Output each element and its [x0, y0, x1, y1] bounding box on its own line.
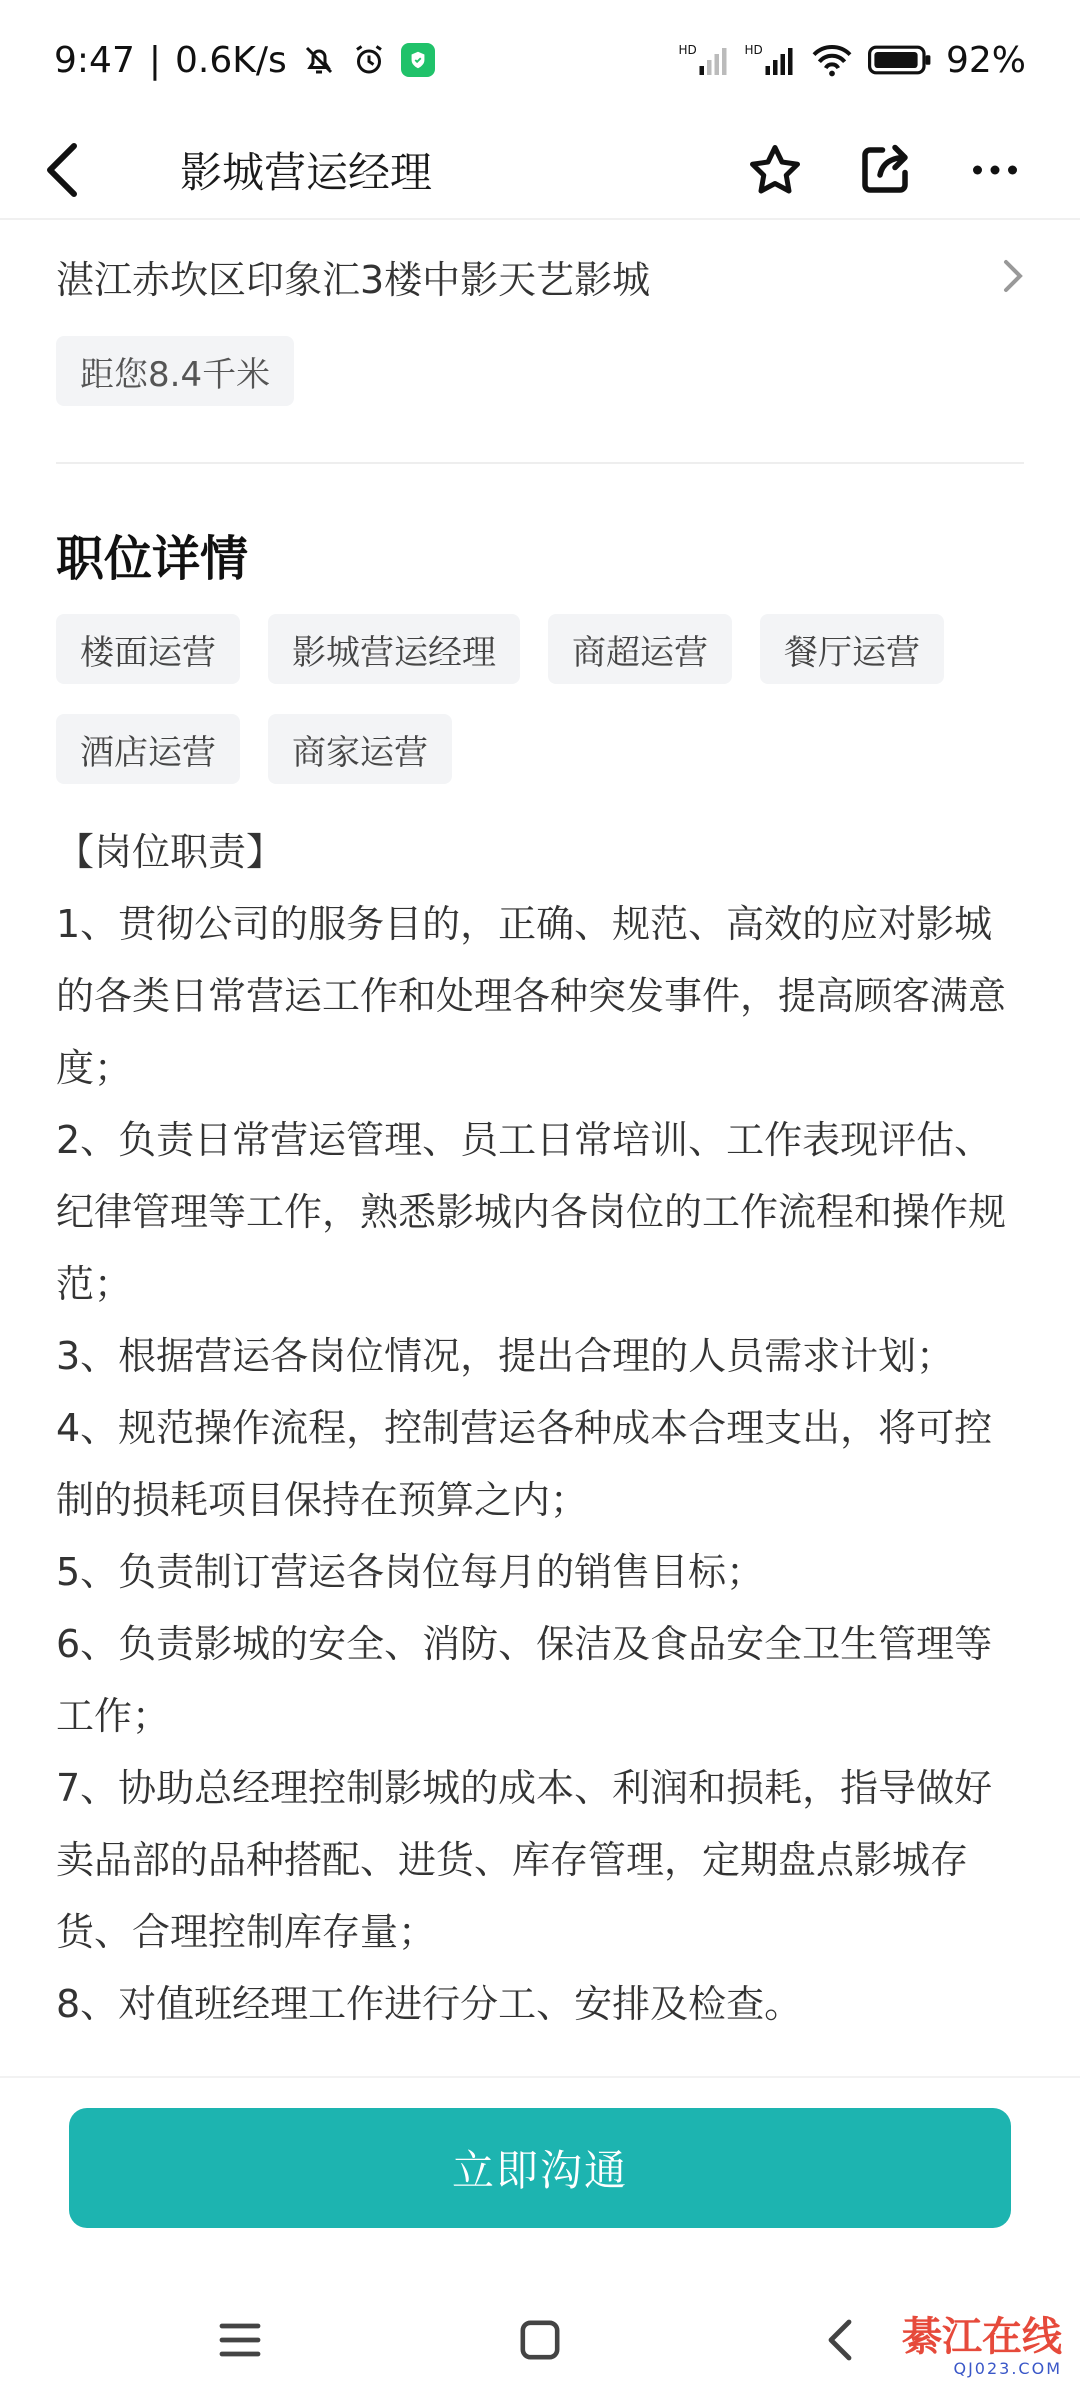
- address-text: 湛江赤坎区印象汇3楼中影天艺影城: [56, 257, 651, 302]
- signal1-label: HD: [678, 43, 697, 57]
- job-tag: 餐厅运营: [760, 614, 944, 684]
- job-tag: 酒店运营: [56, 714, 240, 784]
- status-bar: [0, 0, 1080, 120]
- section-divider: [56, 462, 1024, 464]
- distance-badge: 距您8.4千米: [56, 336, 294, 406]
- more-button[interactable]: [960, 135, 1030, 205]
- signal-icon: [678, 42, 730, 78]
- battery-icon: [868, 44, 932, 76]
- back-icon: [40, 140, 84, 200]
- description-line: 2、负责日常营运管理、员工日常培训、工作表现评估、纪律管理等工作，熟悉影城内各岗位的工作流程和操作规范；: [56, 1118, 1007, 1306]
- job-tag: 影城营运经理: [268, 614, 520, 684]
- header-divider: [0, 218, 1080, 220]
- top-bar: [0, 120, 1080, 220]
- chat-now-button[interactable]: 立即沟通: [69, 2108, 1011, 2228]
- job-tag: 楼面运营: [56, 614, 240, 684]
- more-icon: [965, 140, 1025, 200]
- description-line: 5、负责制订营运各岗位每月的销售目标；: [56, 1550, 765, 1594]
- description-line: 6、负责影城的安全、消防、保洁及食品安全卫生管理等工作；: [56, 1622, 993, 1738]
- section-title: 职位详情: [56, 531, 249, 587]
- back-button[interactable]: [40, 125, 130, 215]
- address-row[interactable]: [56, 246, 1026, 306]
- description-line: 【岗位职责】: [56, 830, 285, 874]
- home-button[interactable]: [505, 2305, 575, 2375]
- description-line: 8、对值班经理工作进行分工、安排及检查。: [56, 1982, 803, 2026]
- back-nav-icon: [825, 2318, 855, 2362]
- bottom-divider: [0, 2076, 1080, 2078]
- description-line: 1、贯彻公司的服务目的，正确、规范、高效的应对影城的各类日常营运工作和处理各种突发事件，提高顾客满意度；: [56, 902, 1007, 1090]
- page-title: 影城营运经理: [180, 148, 433, 197]
- signal-icon: [744, 42, 796, 78]
- job-description: [56, 816, 1026, 2040]
- top-actions: [740, 135, 1030, 205]
- description-line: 7、协助总经理控制影城的成本、利润和损耗，指导做好卖品部的品种搭配、进货、库存管理，定期盘点影城存货、合理控制库存量；: [56, 1766, 993, 1954]
- job-tag: 商超运营: [548, 614, 732, 684]
- menu-icon: [218, 2320, 262, 2360]
- favorite-button[interactable]: [740, 135, 810, 205]
- wifi-icon: [810, 42, 854, 78]
- status-time: 9:47: [54, 39, 135, 81]
- share-button[interactable]: [850, 135, 920, 205]
- battery-percent: 92%: [945, 39, 1026, 81]
- alarm-icon: [351, 42, 387, 78]
- job-tags: [56, 614, 1036, 784]
- chevron-right-icon: [1000, 256, 1026, 296]
- description-line: 4、规范操作流程，控制营运各种成本合理支出，将可控制的损耗项目保持在预算之内；: [56, 1406, 993, 1522]
- network-speed: 0.6K/s: [174, 39, 287, 81]
- status-separator: |: [148, 39, 161, 81]
- watermark-main: 綦江在线: [902, 2312, 1062, 2360]
- shield-app-icon: [401, 43, 435, 77]
- recent-apps-button[interactable]: [205, 2305, 275, 2375]
- watermark-sub: QJ023.COM: [953, 2358, 1062, 2378]
- job-tag: 商家运营: [268, 714, 452, 784]
- home-icon: [519, 2319, 561, 2361]
- share-icon: [855, 140, 915, 200]
- watermark-logo: [862, 2306, 1062, 2386]
- description-line: 3、根据营运各岗位情况，提出合理的人员需求计划；: [56, 1334, 955, 1378]
- status-right: [678, 40, 1026, 81]
- star-icon: [745, 140, 805, 200]
- signal2-label: HD: [744, 43, 763, 57]
- status-left: [54, 40, 435, 81]
- mute-bell-icon: [301, 42, 337, 78]
